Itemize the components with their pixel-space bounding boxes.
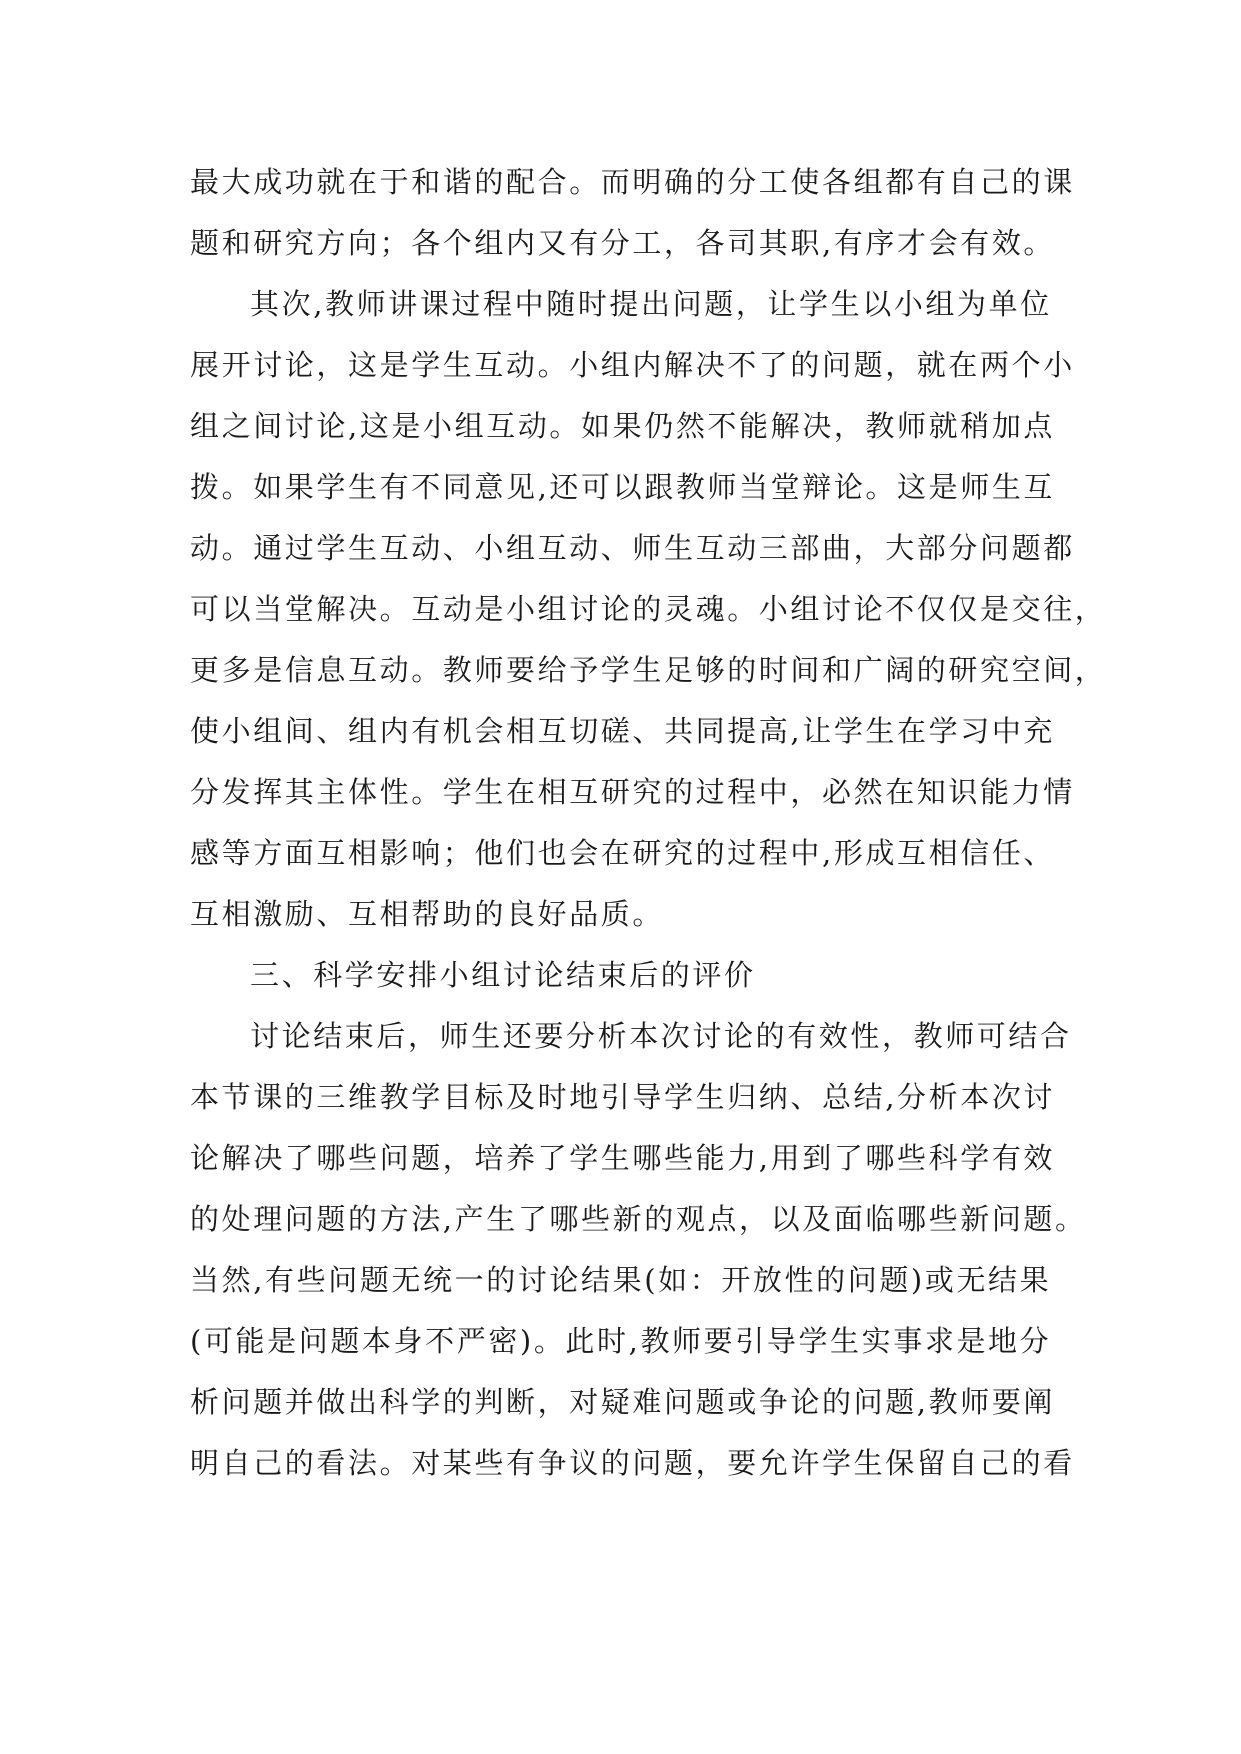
text-line: 可以当堂解决。互动是小组讨论的灵魂。小组讨论不仅仅是交往， bbox=[190, 592, 1107, 626]
text-line: 分发挥其主体性。学生在相互研究的过程中，必然在知识能力情 bbox=[190, 775, 1075, 809]
text-line: 组之间讨论,这是小组互动。如果仍然不能解决，教师就稍加点 bbox=[190, 409, 1056, 443]
text-line: (可能是问题本身不严密)。此时,教师要引导学生实事求是地分 bbox=[190, 1324, 1052, 1358]
text-line: 题和研究方向；各个组内又有分工，各司其职,有序才会有效。 bbox=[190, 226, 1056, 260]
text-line: 的处理问题的方法,产生了哪些新的观点，以及面临哪些新问题。 bbox=[190, 1202, 1087, 1236]
text-line: 当然,有些问题无统一的讨论结果(如：开放性的问题)或无结果 bbox=[190, 1263, 1052, 1297]
text-line: 明自己的看法。对某些有争议的问题，要允许学生保留自己的看 bbox=[190, 1446, 1075, 1480]
text-line: 动。通过学生互动、小组互动、师生互动三部曲，大部分问题都 bbox=[190, 531, 1075, 565]
section-heading: 三、科学安排小组讨论结束后的评价 bbox=[250, 958, 756, 992]
text-line: 互相激励、互相帮助的良好品质。 bbox=[190, 897, 665, 931]
text-line: 论解决了哪些问题，培养了学生哪些能力,用到了哪些科学有效 bbox=[190, 1141, 1056, 1175]
body-text bbox=[190, 152, 1107, 1494]
text-line: 使小组间、组内有机会相互切磋、共同提高,让学生在学习中充 bbox=[190, 714, 1056, 748]
text-line: 展开讨论，这是学生互动。小组内解决不了的问题，就在两个小 bbox=[190, 348, 1075, 382]
text-line: 其次,教师讲课过程中随时提出问题，让学生以小组为单位 bbox=[250, 287, 1052, 321]
text-line: 本节课的三维教学目标及时地引导学生归纳、总结,分析本次讨 bbox=[190, 1080, 1056, 1114]
text-line: 析问题并做出科学的判断，对疑难问题或争论的问题,教师要阐 bbox=[190, 1385, 1056, 1419]
text-line: 讨论结束后，师生还要分析本次讨论的有效性，教师可结合 bbox=[250, 1019, 1072, 1053]
text-line: 最大成功就在于和谐的配合。而明确的分工使各组都有自己的课 bbox=[190, 165, 1075, 199]
text-line: 更多是信息互动。教师要给予学生足够的时间和广阔的研究空间， bbox=[190, 653, 1107, 687]
text-line: 感等方面互相影响；他们也会在研究的过程中,形成互相信任、 bbox=[190, 836, 1056, 870]
text-line: 拨。如果学生有不同意见,还可以跟教师当堂辩论。这是师生互 bbox=[190, 470, 1056, 504]
